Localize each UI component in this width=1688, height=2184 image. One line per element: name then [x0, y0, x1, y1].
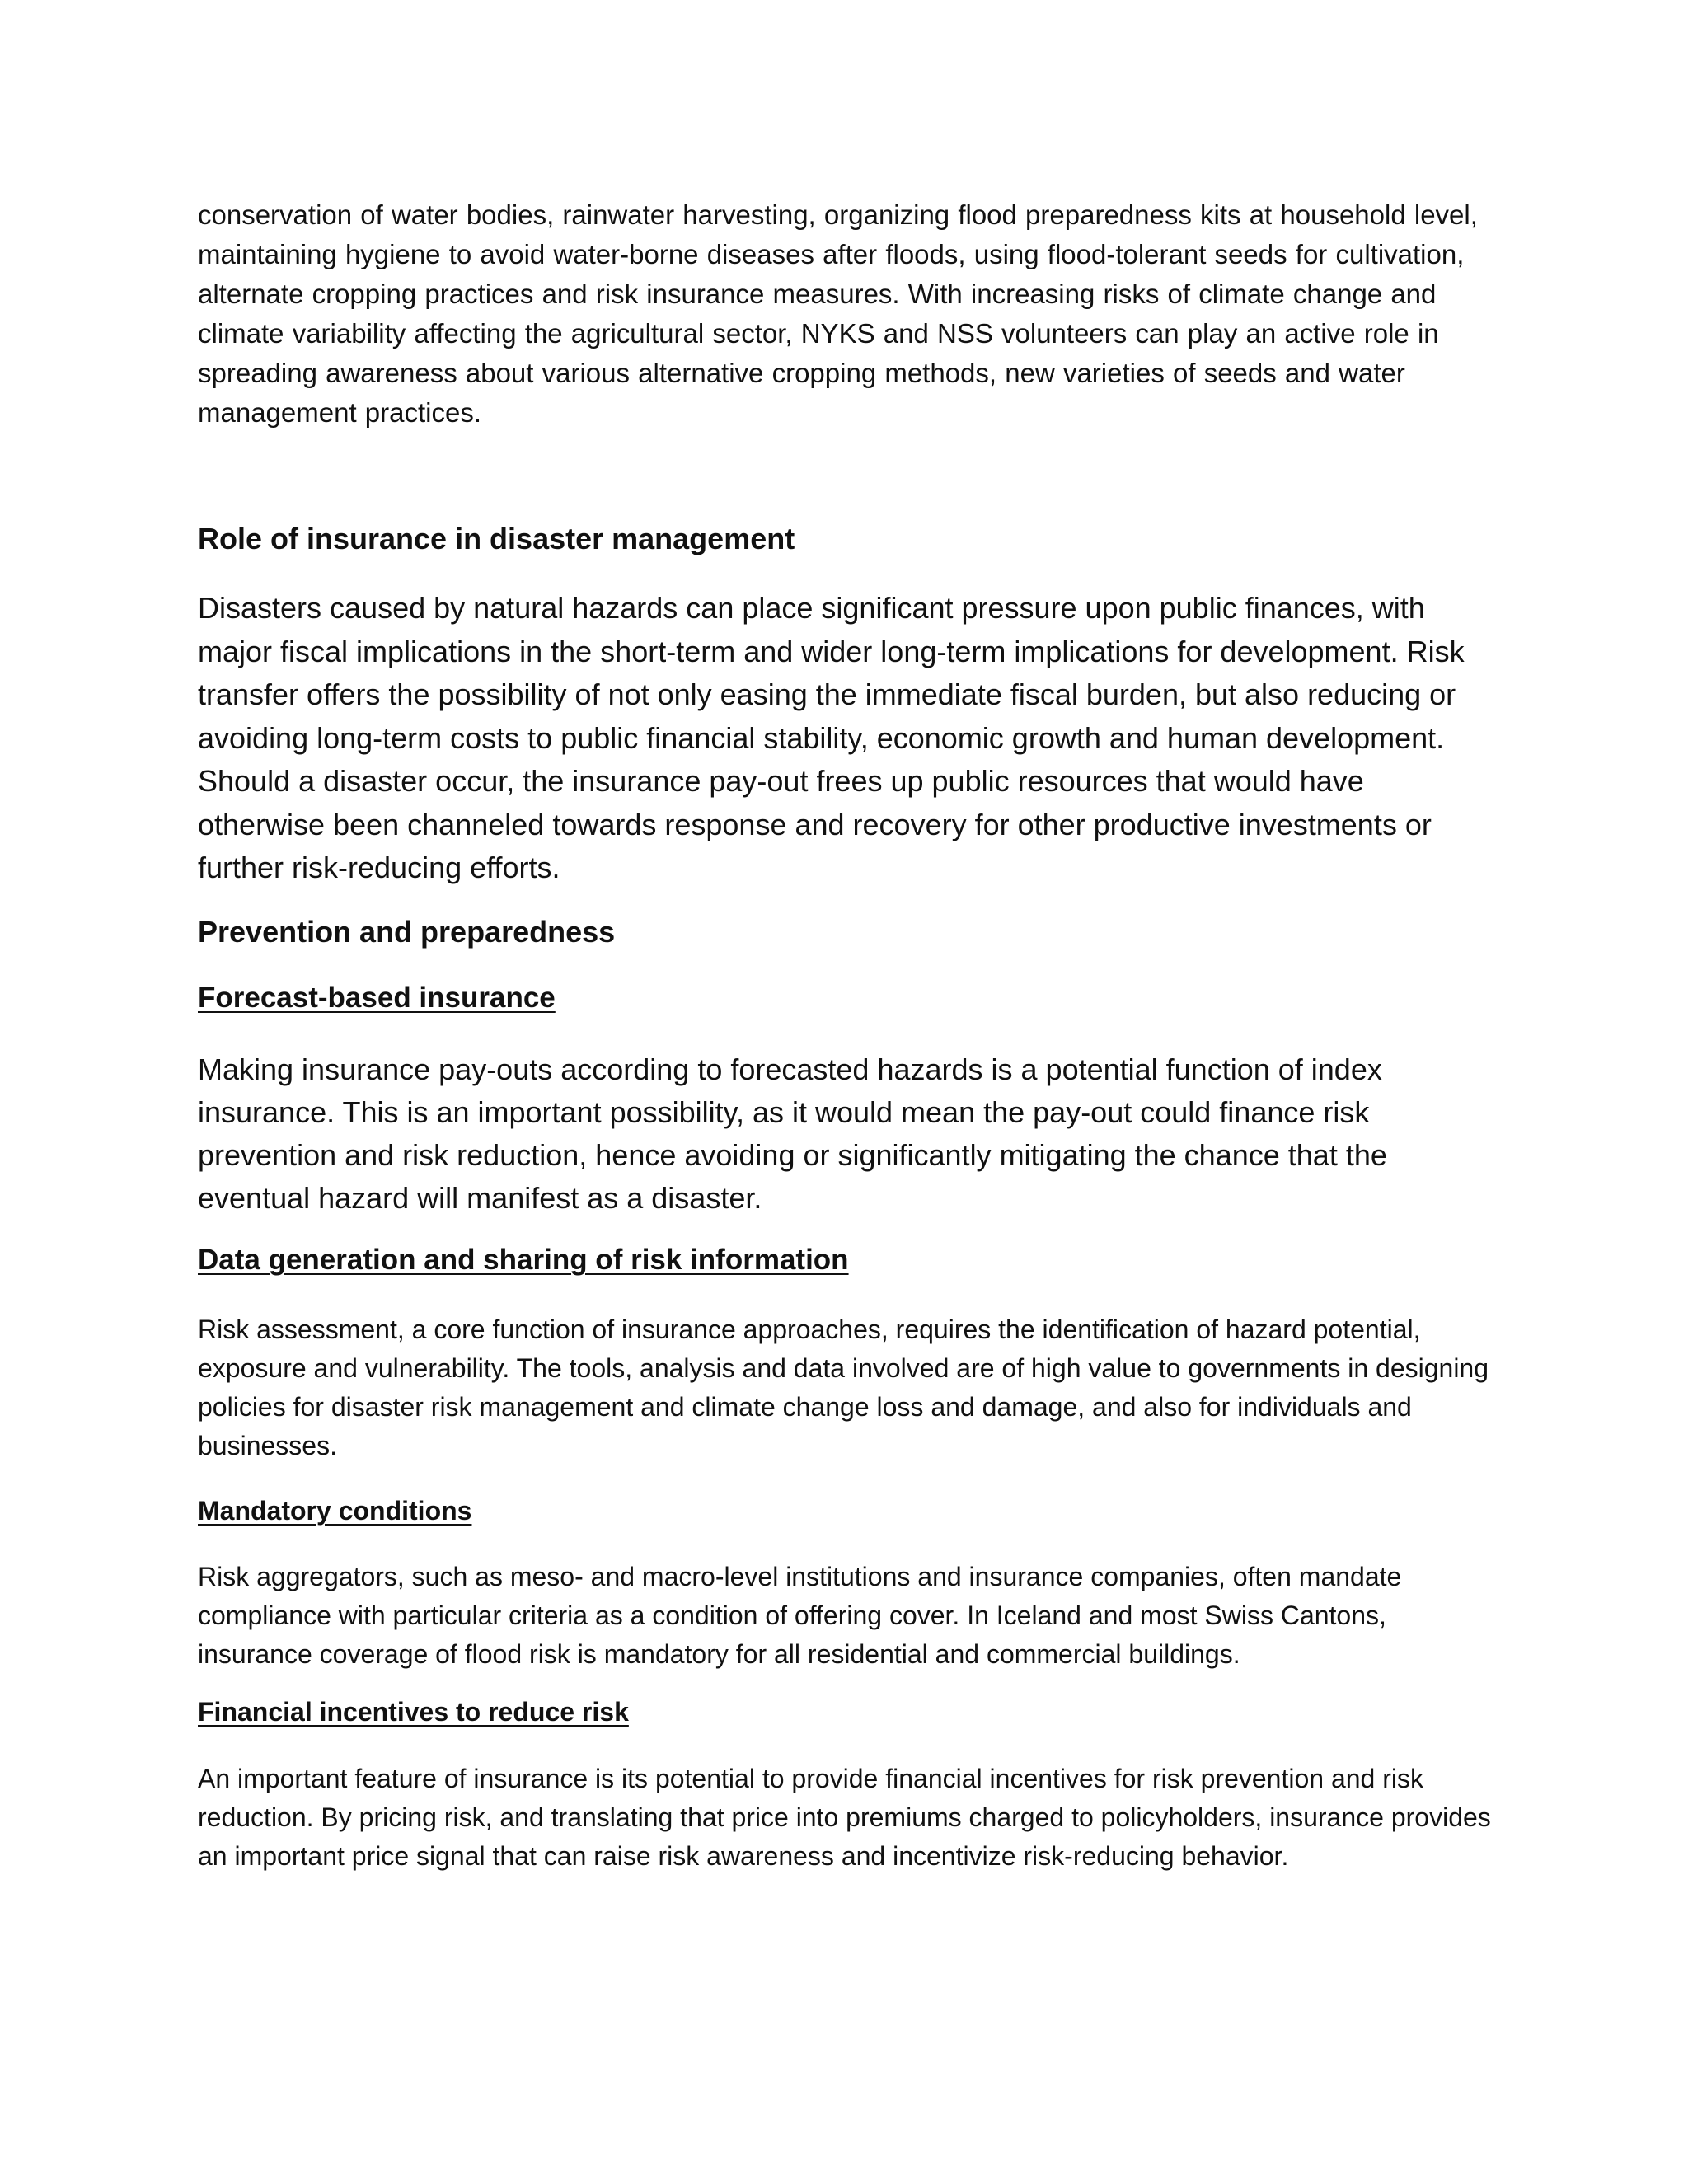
role-of-insurance-paragraph: Disasters caused by natural hazards can place significant pressure upon public finances, with major fiscal implications in the short-term and wider long-term implications for development. Risk transfer offers the possibility of not only easing the immediate fiscal burden, but also reducing or avoiding long-term costs to public financial stability, economic growth and human development. Should a disaster occur, the insurance pay-out frees up public resources that would have otherwise been channeled towards response and recovery for other productive investments or further risk-reducing efforts.	[198, 591, 1465, 884]
mandatory-conditions-paragraph: Risk aggregators, such as meso- and macro-level institutions and insurance companies, often mandate compliance with particular criteria as a condition of offering cover. In Iceland and most Swiss Cantons, insurance coverage of flood risk is mandatory for all residential and commercial buildings.	[198, 1562, 1402, 1669]
data-generation-subheading: Data generation and sharing of risk information	[198, 1244, 849, 1276]
role-of-insurance-heading: Role of insurance in disaster management	[198, 522, 795, 555]
financial-incentives-subheading: Financial incentives to reduce risk	[198, 1697, 629, 1727]
forecast-based-insurance-paragraph: Making insurance pay-outs according to forecasted hazards is a potential function of index insurance. This is an important possibility, as it would mean the pay-out could finance risk prevention and risk reduction, hence avoiding or significantly mitigating the chance that the eventual hazard will manifest as a disaster.	[198, 1052, 1387, 1215]
data-generation-paragraph: Risk assessment, a core function of insurance approaches, requires the identification of hazard potential, exposure and vulnerability. The tools, analysis and data involved are of high value to governments in designing policies for disaster risk management and climate change loss and damage, and also for individuals and businesses.	[198, 1315, 1489, 1460]
intro-paragraph: conservation of water bodies, rainwater harvesting, organizing flood preparedness kits at household level, maintaining hygiene to avoid water-borne diseases after floods, using flood-tolerant seeds for cultivation, alternate cropping practices and risk insurance measures. With increasing risks of climate change and climate variability affecting the agricultural sector, NYKS and NSS volunteers can play an active role in spreading awareness about various alternative cropping methods, new varieties of seeds and water management practices.	[198, 199, 1478, 428]
mandatory-conditions-subheading: Mandatory conditions	[198, 1496, 472, 1526]
forecast-based-insurance-subheading: Forecast-based insurance	[198, 982, 556, 1014]
prevention-preparedness-heading: Prevention and preparedness	[198, 915, 616, 949]
financial-incentives-paragraph: An important feature of insurance is its potential to provide financial incentives for risk prevention and risk reduction. By pricing risk, and translating that price into premiums charged to policyholders, insurance provides an important price signal that can raise risk awareness and incentivize risk-reducing behavior.	[198, 1764, 1491, 1871]
